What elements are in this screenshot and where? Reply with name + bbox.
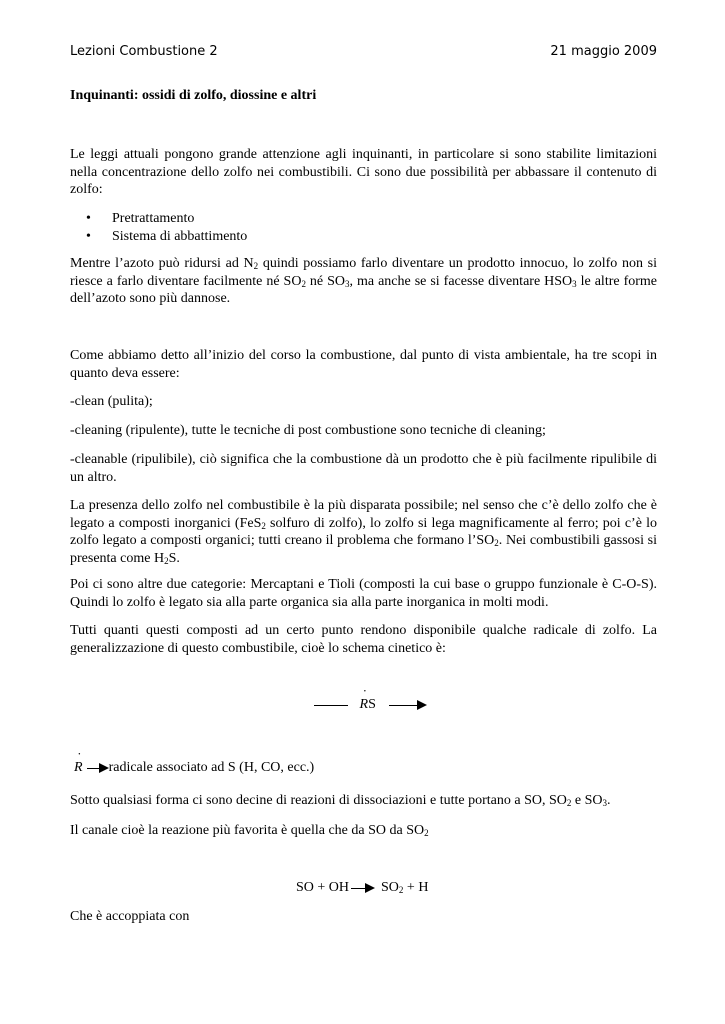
paragraph-clean: -clean (pulita); [70,394,153,409]
paragraph-presenza-zolfo [70,497,657,567]
text-run: Mentre l’azoto può ridursi ad N [70,256,254,271]
bullet-icon: • [86,228,91,244]
text-run: quindi possiamo farlo diventare un prodotto innocuo, lo zolfo non si riesce a farlo diventare facilmente né SO [70,256,657,289]
subscript: 3 [345,278,350,289]
text-run: S. [168,550,180,566]
bullet-list [86,210,247,245]
reactants: SO + OH [296,880,350,895]
subscript: 2 [164,555,169,566]
subscript: 2 [424,828,429,838]
subscript: 2 [494,538,499,548]
list-item-label: Sistema di abbattimento [112,228,248,244]
subscript: 2 [253,261,259,271]
text-run: le altre forme dell’azoto sono più dannose. [70,273,657,306]
product-so2: SO [381,880,399,895]
sulfur-symbol: S [368,697,376,712]
radical-symbol: R ˙ [74,759,83,777]
text-run: . Nei combustibili gassosi si presenta come H [70,533,658,566]
subscript: 2 [301,278,306,289]
paragraph-cleanable: -cleanable (ripulibile), ciò significa che la combustione dà un prodotto che è più facilmente ripulibile di un altro. [70,452,657,485]
text-run: Il canale cioè la reazione più favorita è quella che da SO da SO [70,823,425,838]
header-left: Lezioni Combustione 2 [70,44,218,59]
arrow-right-icon [87,761,109,775]
paragraph-canale [70,822,657,840]
list-item-label: Pretrattamento [112,211,195,226]
text-run: , ma anche se si facesse diventare HSO [349,273,573,289]
line-icon [314,698,350,712]
subscript: 3 [602,798,608,808]
bullet-icon: • [86,211,91,226]
paragraph-radicali: Tutti quanti questi composti ad un certo punto rendono disponibile qualche radicale di zolfo. La generalizzazione di questo combustibile, cioè lo schema cinetico è: [70,623,657,656]
text-run: . [607,793,611,808]
subscript: 3 [572,278,577,289]
text-run: La presenza dello zolfo nel combustibile è la più disparata possibile; nel senso che c’è dello zolfo che è legato a composti inorganici (FeS [70,498,657,531]
subscript: 2 [261,520,266,531]
paragraph-scopi: Come abbiamo detto all’inizio del corso la combustione, dal punto di vista ambientale, ha tre scopi in quanto deva essere: [70,348,657,381]
subscript: 2 [566,798,572,808]
paragraph-cleaning: -cleaning (ripulente), tutte le tecniche di post combustione sono tecniche di cleaning; [70,423,546,438]
text-run: solfuro di zolfo), lo zolfo si lega magnificamente al ferro; poi c’è lo zolfo legato a composti organici; tutti creano il problema che formano l’SO [70,515,657,548]
page-title: Inquinanti: ossidi di zolfo, diossine e altri [70,88,317,103]
kinetic-scheme [314,695,427,715]
legend-text: radicale associato ad S (H, CO, ecc.) [108,760,315,775]
text-run: Sotto qualsiasi forma ci sono decine di reazioni di dissociazioni e tutte portano a SO, SO [70,793,567,808]
paragraph-azoto [70,255,657,308]
radical-legend [74,759,314,777]
arrow-right-icon [389,698,427,712]
paragraph-intro: Le leggi attuali pongono grande attenzione agli inquinanti, in particolare si sono stabilite limitazioni nella concentrazione dello zolfo nei combustibili. Ci sono due possibilità per abbassare il contenuto di zolfo: [70,147,657,197]
paragraph-accoppiata: Che è accoppiata con [70,909,190,924]
arrow-right-icon [351,881,375,895]
header-date: 21 maggio 2009 [550,44,657,59]
text-run: e SO [571,793,603,808]
product-h: + H [403,880,429,895]
paragraph-categorie: Poi ci sono altre due categorie: Mercaptani e Tioli (composti la cui base o gruppo funzionale è C-O-S). Quindi lo zolfo è legato sia alla parte organica sia alla parte inorganica in molti modi. [70,577,657,610]
text-run: né SO [305,273,346,289]
subscript: 2 [398,885,404,895]
radical-symbol: R ˙ [360,695,369,715]
list-item [86,228,247,246]
list-item [86,210,247,228]
reaction-equation [296,879,428,897]
paragraph-dissociazioni [70,792,657,810]
